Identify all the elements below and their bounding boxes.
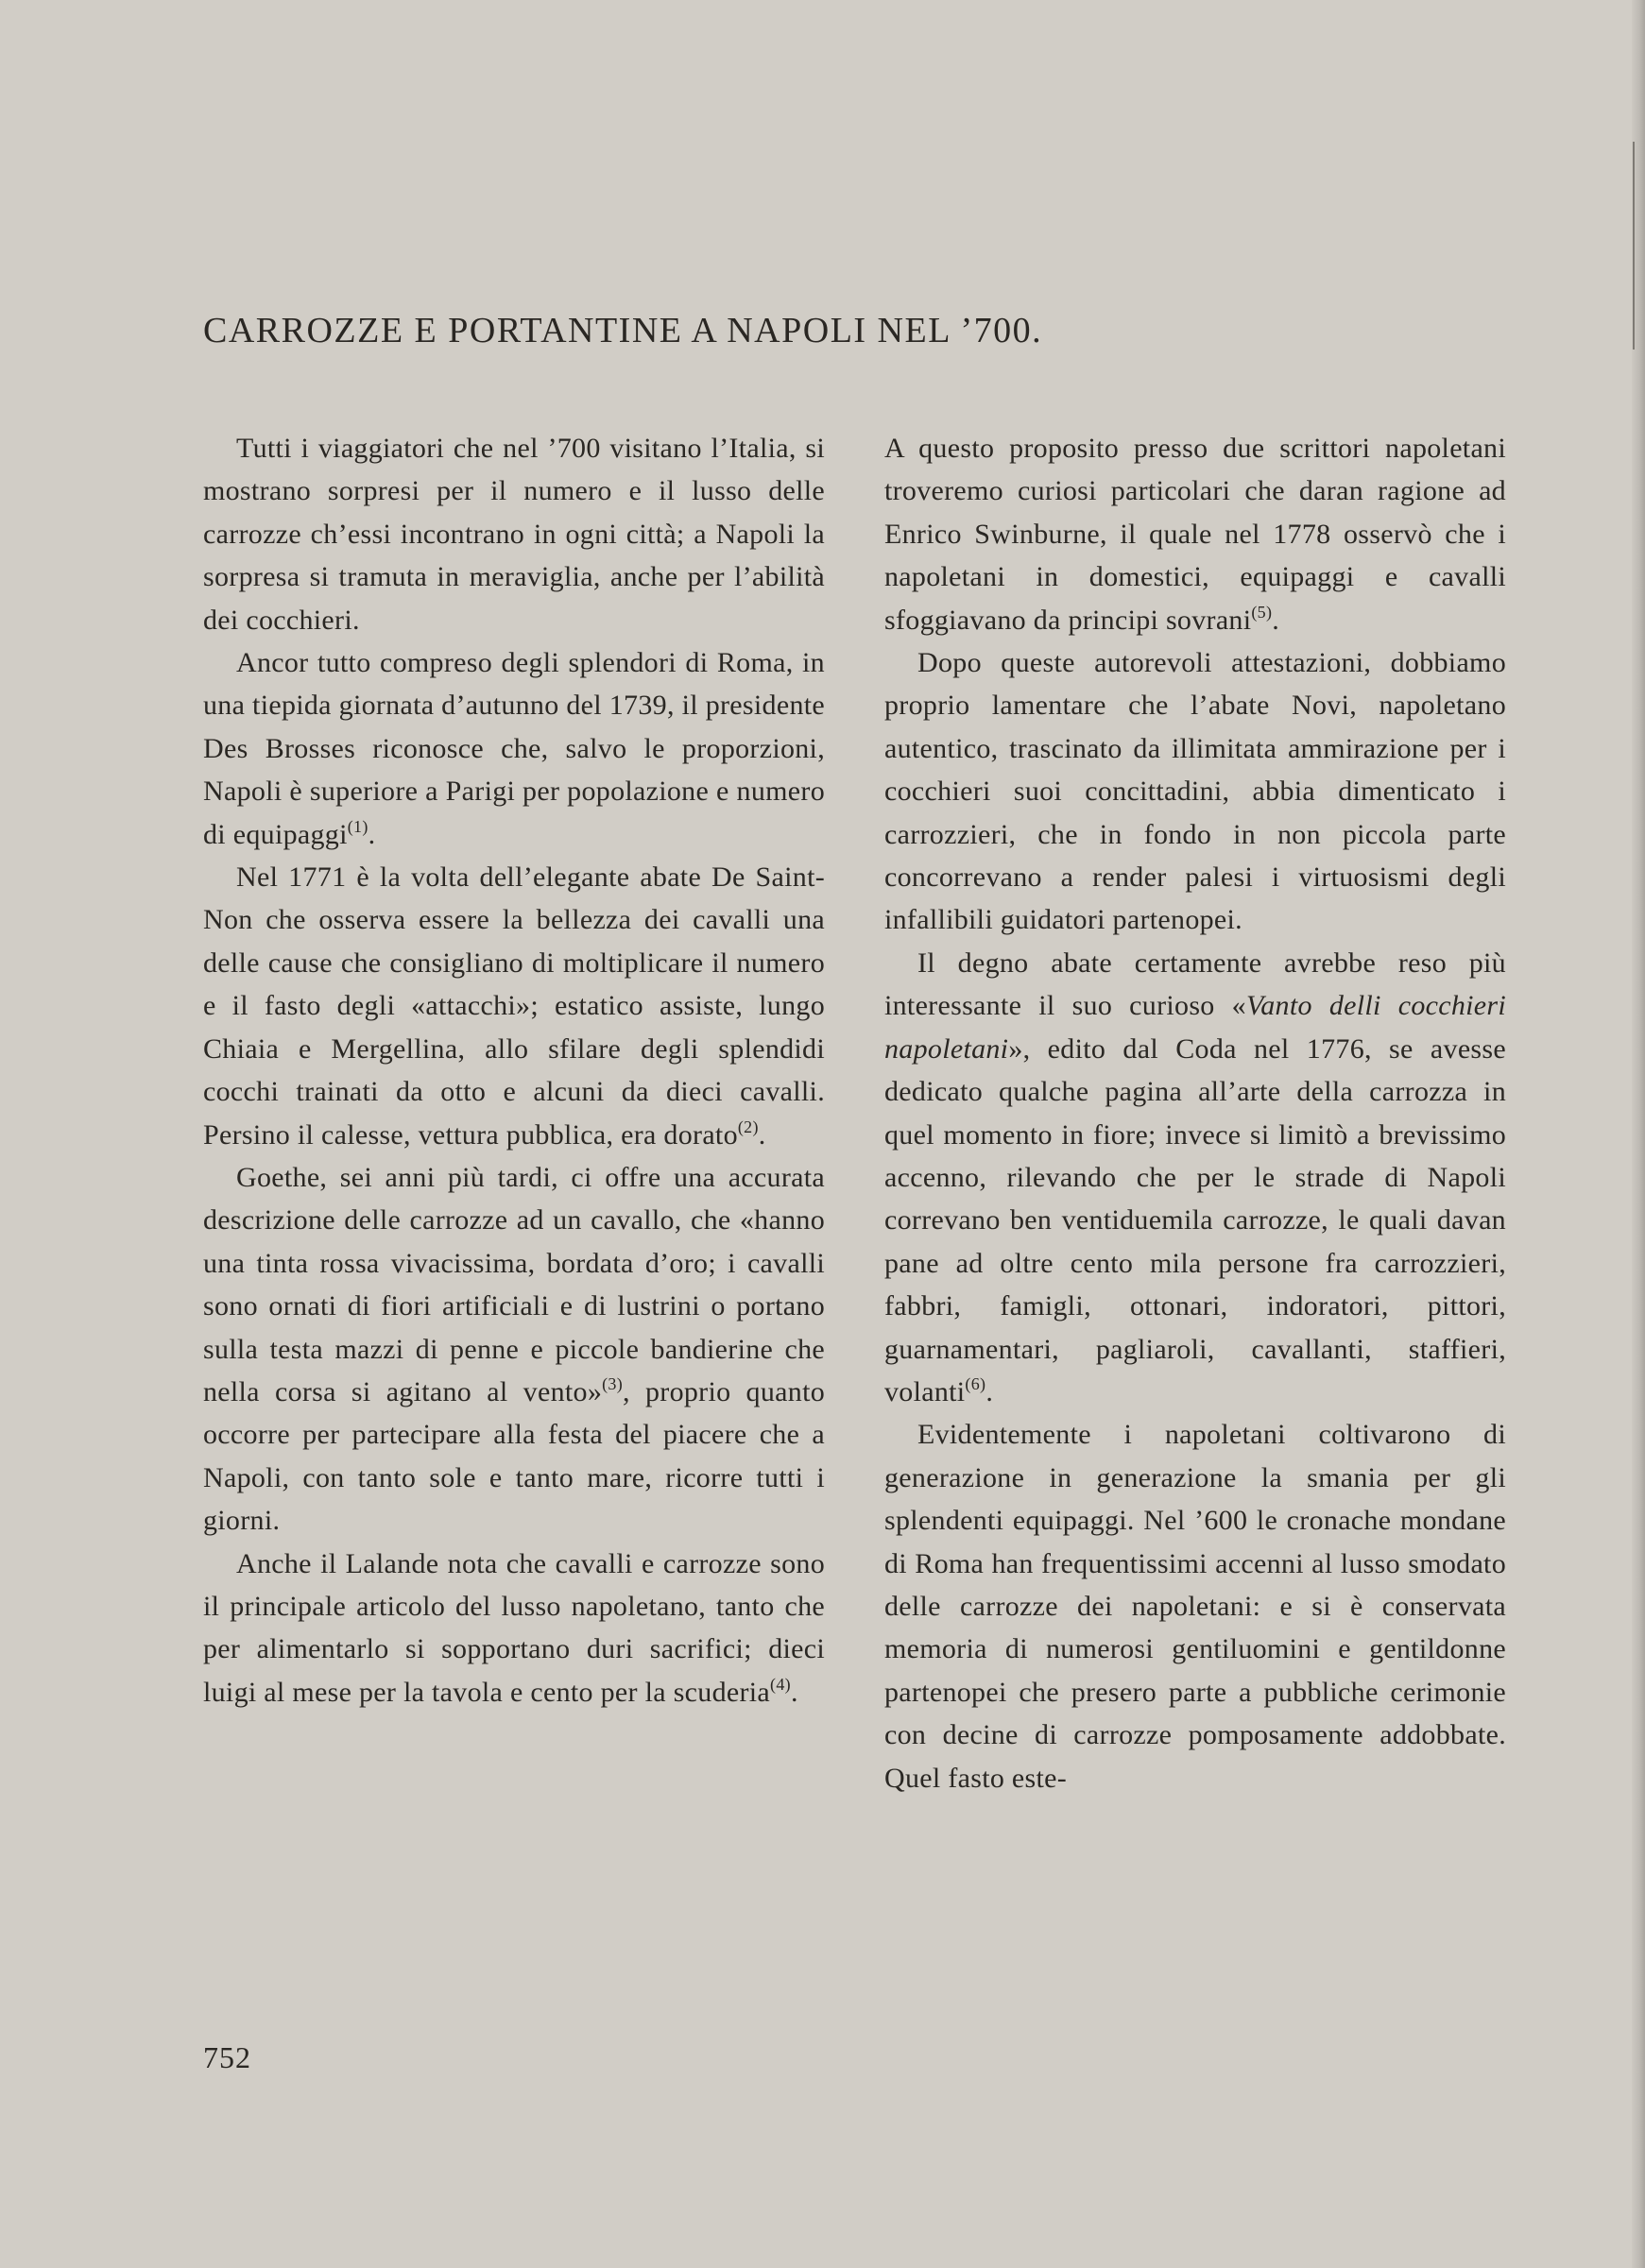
paragraph-text: Il degno abate certamente avrebbe reso più interessante il suo curioso « — [884, 946, 1506, 1022]
page-number: 752 — [203, 2040, 251, 2074]
footnote-ref: (1) — [347, 816, 368, 836]
footnote-ref: (4) — [770, 1674, 791, 1694]
paragraph-text: . — [758, 1118, 766, 1151]
paragraph-text: . — [368, 818, 376, 850]
book-title: Vanto delli cocchieri napoletani — [884, 990, 1507, 1065]
paragraph-text: Anche il Lalande nota che cavalli e carrozze sono il principale articolo del lusso napoletano, tanto che per alimentarlo si sopportano duri sacrifici; dieci luigi al mese per la tavola e cento per la scuderia — [203, 1547, 825, 1708]
paragraph — [203, 1156, 825, 1543]
paragraph — [884, 427, 1506, 641]
left-column — [203, 427, 825, 1714]
edge-mark — [1633, 142, 1635, 350]
paragraph-text: . — [790, 1676, 798, 1708]
paragraph-text: Evidentemente i napoletani coltivarono di generazione in generazione la smania per gli splendenti equipaggi. Nel ’600 le cronache mondane di Roma han frequentissimi accenni al lusso smodato delle carrozze dei napoletani: e si è conservata memoria di numerosi gentiluomini e gentildonne partenopei che presero parte a pubbliche cerimonie con decine di carrozze pomposamente addobbate. Quel fasto este- — [884, 1419, 1506, 1794]
paragraph-text: Dopo queste autorevoli attestazioni, dobbiamo proprio lamentare che l’abate Novi, napoletano autentico, trascinato da illimitata ammirazione per i cocchieri suoi concittadini, abbia dimenticato i carrozzieri, che in fondo in non piccola parte concorrevano a render palesi i virtuosismi degli infallibili guidatori partenopei. — [884, 647, 1506, 936]
paragraph — [884, 641, 1506, 942]
footnote-ref: (2) — [737, 1117, 759, 1136]
right-column — [884, 427, 1506, 1799]
article-title: CARROZZE E PORTANTINE A NAPOLI NEL ’700. — [203, 311, 1043, 350]
paragraph — [884, 1413, 1506, 1799]
footnote-ref: (3) — [602, 1373, 624, 1393]
paragraph-text: . — [985, 1375, 994, 1407]
paragraph-text: . — [1272, 604, 1280, 636]
paragraph-text: », edito dal Coda nel 1776, se avesse dedicato qualche pagina all’arte della carrozza in quel momento in fiore; invece si limitò a brevissimo accenno, rilevando che per le strade di Napoli correvano ben ventiduemila carrozze, le quali davan pane ad oltre cento mila persone fra carrozzieri, fabbri, famigli, ottonari, indoratori, pittori, guarnamentari, pagliaroli, cavallanti, staffieri, volanti — [884, 1032, 1506, 1407]
paragraph-text: Tutti i viaggiatori che nel ’700 visitano l’Italia, si mostrano sorpresi per il numero e il lusso delle carrozze ch’essi incontrano in ogni città; a Napoli la sorpresa si tramuta in meraviglia, anche per l’abilità dei cocchieri. — [203, 433, 825, 636]
footnote-ref: (6) — [965, 1373, 986, 1393]
footnote-ref: (5) — [1251, 602, 1273, 622]
paragraph — [203, 856, 825, 1156]
paragraph — [884, 942, 1506, 1413]
paragraph-text: Goethe, sei anni più tardi, ci offre una accurata descrizione delle carrozze ad un cavallo, che «hanno una tinta rossa vivacissima, bordata d’oro; i cavalli sono ornati di fiori artificiali e di lustrini o portano sulla testa mazzi di penne e piccole bandierine che nella corsa si agitano al vento» — [203, 1161, 825, 1407]
page-edge — [1632, 0, 1645, 2268]
paragraph — [203, 641, 825, 856]
paragraph — [203, 427, 825, 641]
paragraph-text: , proprio quanto occorre per partecipare alla festa del piacere che a Napoli, con tanto sole e tanto mare, ricorre tutti i giorni. — [203, 1375, 826, 1537]
paragraph-text: A questo proposito presso due scrittori napoletani troveremo curiosi particolari che daran ragione ad Enrico Swinburne, il quale nel 1778 osservò che i napoletani in domestici, equipaggi e cavalli sfoggiavano da principi sovrani — [884, 433, 1506, 636]
paragraph — [203, 1543, 825, 1714]
paragraph-text: Ancor tutto compreso degli splendori di Roma, in una tiepida giornata d’autunno del 1739, il presidente Des Brosses riconosce che, salvo le proporzioni, Napoli è superiore a Parigi per popolazione e numero di equipaggi — [203, 647, 825, 850]
paragraph-text: Nel 1771 è la volta dell’elegante abate De Saint-Non che osserva essere la bellezza dei cavalli una delle cause che consigliano di moltiplicare il numero e il fasto degli «attacchi»; estatico assiste, lungo Chiaia e Mergellina, allo sfilare degli splendidi cocchi trainati da otto e alcuni da dieci cavalli. Persino il calesse, vettura pubblica, era dorato — [203, 861, 825, 1151]
